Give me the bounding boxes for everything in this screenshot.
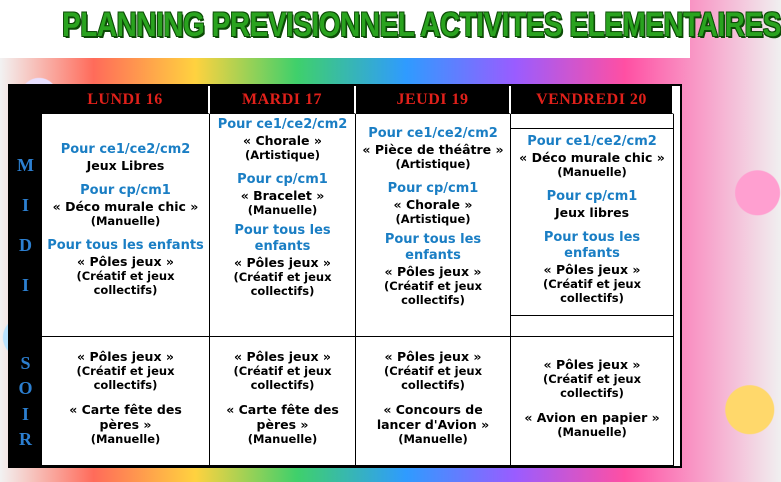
activity-type: (Artistique) — [395, 157, 471, 171]
activity-type: (Artistique) — [244, 148, 321, 162]
soir-mardi-cell — [210, 337, 356, 466]
soir-letter: R — [19, 428, 32, 449]
activity: « Pôles jeux » — [77, 349, 174, 364]
group-label: Pour tous les enfants — [47, 238, 204, 253]
activity-type: (Créatif et jeux collectifs) — [76, 364, 175, 392]
day-header-lundi: LUNDI 16 — [42, 86, 210, 114]
soir-letter: I — [21, 403, 29, 424]
activity: « Pôles jeux » — [543, 357, 641, 372]
activity: Jeux libres — [554, 205, 630, 220]
activity: « Chorale » — [243, 133, 322, 148]
activity: « Pièce de théâtre » — [362, 142, 504, 157]
corner-cell — [10, 86, 42, 114]
group-label: Pour cp/cm1 — [546, 189, 638, 204]
row-label-midi — [10, 114, 42, 337]
activity: « Concours de lancer d'Avion » — [376, 402, 490, 432]
activity-type: (Créatif et jeux collectifs) — [542, 277, 642, 305]
soir-letter: S — [20, 353, 31, 374]
cell-divider — [511, 315, 673, 316]
group-label: Pour ce1/ce2/cm2 — [217, 117, 348, 132]
title-band — [0, 0, 781, 58]
midi-letter: I — [21, 275, 29, 295]
midi-lundi-cell — [42, 114, 210, 337]
cell-divider — [511, 128, 673, 129]
group-label: Pour ce1/ce2/cm2 — [60, 142, 191, 157]
group-label: Pour ce1/ce2/cm2 — [368, 126, 498, 141]
activity: « Pôles jeux » — [234, 349, 331, 364]
activity-type: (Créatif et jeux collectifs) — [383, 279, 483, 307]
activity: « Carte fête des pères » — [69, 402, 182, 432]
activity-type: (Manuelle) — [247, 432, 318, 446]
activity-type: (Manuelle) — [90, 214, 161, 228]
activity: « Avion en papier » — [524, 410, 660, 425]
midi-mardi-cell — [210, 114, 356, 337]
activity-type: (Artistique) — [395, 212, 471, 226]
activity: « Carte fête des pères » — [226, 402, 339, 432]
group-label: Pour tous les enfants — [384, 232, 482, 263]
midi-letter: D — [19, 235, 32, 255]
activity-type: (Créatif et jeux collectifs) — [383, 364, 483, 392]
soir-jeudi-cell — [356, 337, 511, 466]
group-label: Pour cp/cm1 — [387, 181, 479, 196]
soir-lundi-cell — [42, 337, 210, 466]
page-title: PLANNING PREVISIONNEL ACTIVITES ELEMENTAIRES — [62, 6, 781, 44]
activity: « Pôles jeux » — [543, 262, 641, 277]
midi-jeudi-cell — [356, 114, 511, 337]
activity: « Déco murale chic » — [519, 150, 665, 165]
day-header-jeudi: JEUDI 19 — [356, 86, 511, 114]
midi-letter: I — [21, 195, 29, 215]
group-label: Pour cp/cm1 — [237, 172, 328, 187]
soir-vendredi-cell — [511, 337, 674, 466]
activity-type: (Manuelle) — [557, 165, 627, 179]
soir-letter: O — [18, 378, 33, 399]
row-label-soir — [10, 337, 42, 466]
activity: « Pôles jeux » — [77, 254, 174, 269]
activity: « Pôles jeux » — [384, 349, 482, 364]
activity: « Déco murale chic » — [52, 199, 199, 214]
planning-table — [8, 84, 682, 468]
activity-type: (Créatif et jeux collectifs) — [233, 364, 332, 392]
activity-type: (Manuelle) — [90, 432, 161, 446]
group-label: Pour tous les enfants — [543, 230, 641, 261]
activity: Jeux Libres — [86, 158, 165, 173]
group-label: Pour cp/cm1 — [80, 183, 171, 198]
activity-type: (Créatif et jeux collectifs) — [233, 270, 332, 298]
activity-type: (Manuelle) — [247, 203, 318, 217]
activity: « Pôles jeux » — [384, 264, 482, 279]
day-header-vendredi: VENDREDI 20 — [511, 86, 674, 114]
activity: « Chorale » — [393, 197, 473, 212]
activity-type: (Créatif et jeux collectifs) — [542, 372, 642, 400]
activity: « Pôles jeux » — [234, 255, 331, 270]
activity-type: (Créatif et jeux collectifs) — [76, 269, 175, 297]
activity-type: (Manuelle) — [557, 425, 627, 439]
midi-vendredi-cell — [511, 114, 674, 337]
group-label: Pour ce1/ce2/cm2 — [527, 134, 657, 149]
day-header-mardi: MARDI 17 — [210, 86, 356, 114]
activity: « Bracelet » — [240, 188, 325, 203]
activity-type: (Manuelle) — [398, 432, 468, 446]
midi-letter: M — [17, 155, 34, 175]
group-label: Pour tous les enfants — [234, 223, 331, 254]
